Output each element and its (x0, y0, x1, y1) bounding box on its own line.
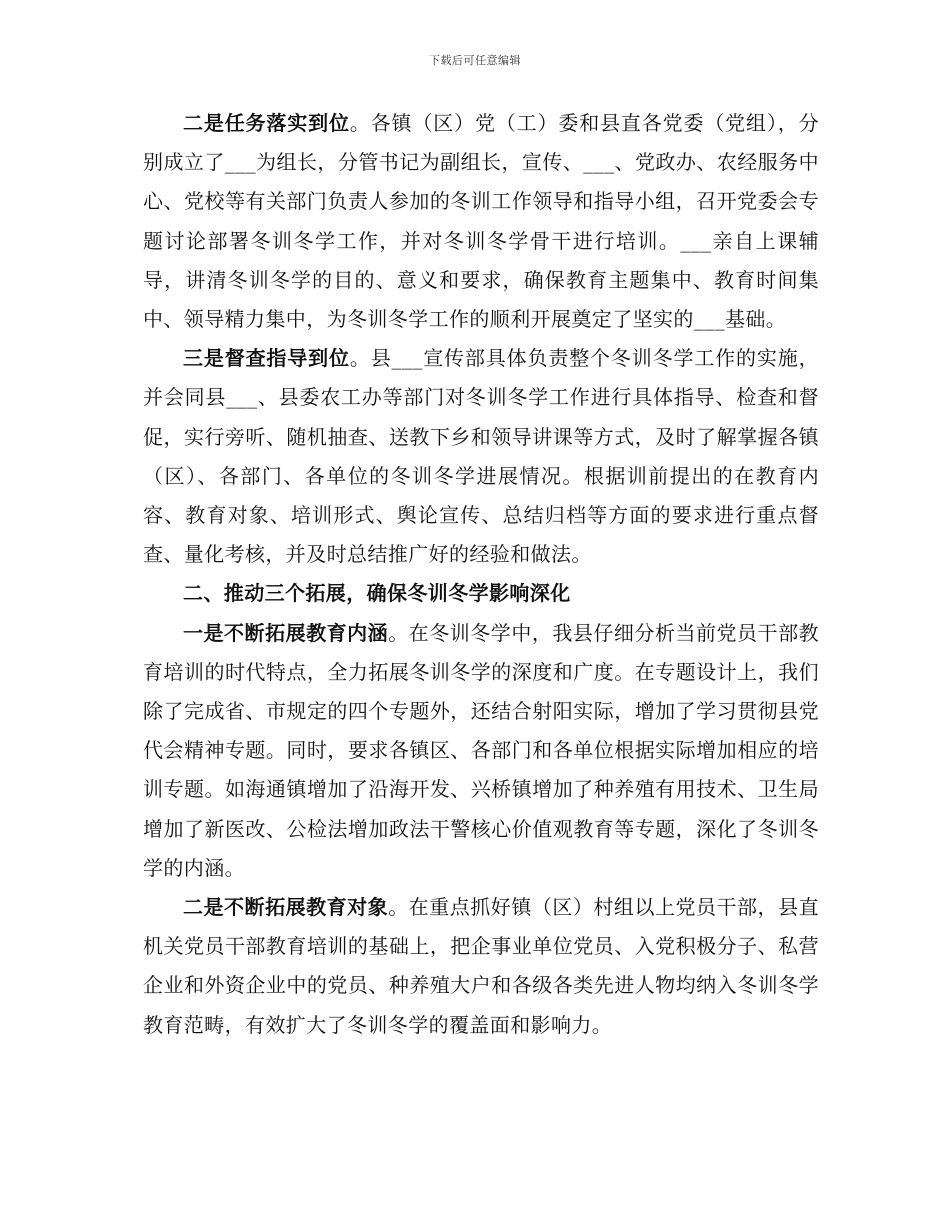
document-body (143, 104, 819, 1045)
paragraph-education-targets (143, 888, 819, 1045)
paragraph-lead: 三是督查指导到位 (183, 346, 350, 371)
paragraph-task-implementation (143, 104, 819, 339)
section-heading-text: 二、推动三个拓展，确保冬训冬学影响深化 (183, 581, 571, 606)
paragraph-text: 。各镇（区）党（工）委和县直各党委（党组），分别成立了___为组长，分管书记为副组长，宣传、___、党政办、农经服务中心、党校等有关部门负责人参加的冬训工作领导和指导小组，召开党委会专题讨论部署冬训冬学工作，并对冬训冬学骨干进行培训。___亲自上课辅导，讲清冬训冬学的目的、意义和要求，确保教育主题集中、教育时间集中、领导精力集中，为冬训冬学工作的顺利开展奠定了坚实的___基础。 (143, 111, 819, 332)
paragraph-text: 。在重点抓好镇（区）村组以上党员干部，县直机关党员干部教育培训的基础上，把企事业单位党员、入党积极分子、私营企业和外资企业中的党员、种养殖大户和各级各类先进人物均纳入冬训冬学教育范畴，有效扩大了冬训冬学的覆盖面和影响力。 (143, 895, 819, 1037)
paragraph-education-content (143, 614, 819, 888)
paragraph-text: 。在冬训冬学中，我县仔细分析当前党员干部教育培训的时代特点，全力拓展冬训冬学的深度和广度。在专题设计上，我们除了完成省、市规定的四个专题外，还结合射阳实际，增加了学习贯彻县党代会精神专题。同时，要求各镇区、各部门和各单位根据实际增加相应的培训专题。如海通镇增加了沿海开发、兴桥镇增加了种养殖有用技术、卫生局增加了新医改、公检法增加政法干警核心价值观教育等专题，深化了冬训冬学的内涵。 (143, 620, 819, 880)
paragraph-lead: 一是不断拓展教育内涵 (183, 620, 389, 645)
paragraph-text: 。县___宣传部具体负责整个冬训冬学工作的实施，并会同县___、县委农工办等部门对冬训冬学工作进行具体指导、检查和督促，实行旁听、随机抽查、送教下乡和领导讲课等方式，及时了解掌握各镇（区）、各部门、各单位的冬训冬学进展情况。根据训前提出的在教育内容、教育对象、培训形式、舆论宣传、总结归档等方面的要求进行重点督查、量化考核，并及时总结推广好的经验和做法。 (143, 346, 819, 567)
section-heading (143, 574, 819, 613)
paragraph-lead: 二是任务落实到位 (183, 111, 350, 135)
page-header: 下载后可任意编辑 (429, 54, 521, 67)
paragraph-lead: 二是不断拓展教育对象 (183, 895, 389, 920)
paragraph-supervision (143, 339, 819, 574)
